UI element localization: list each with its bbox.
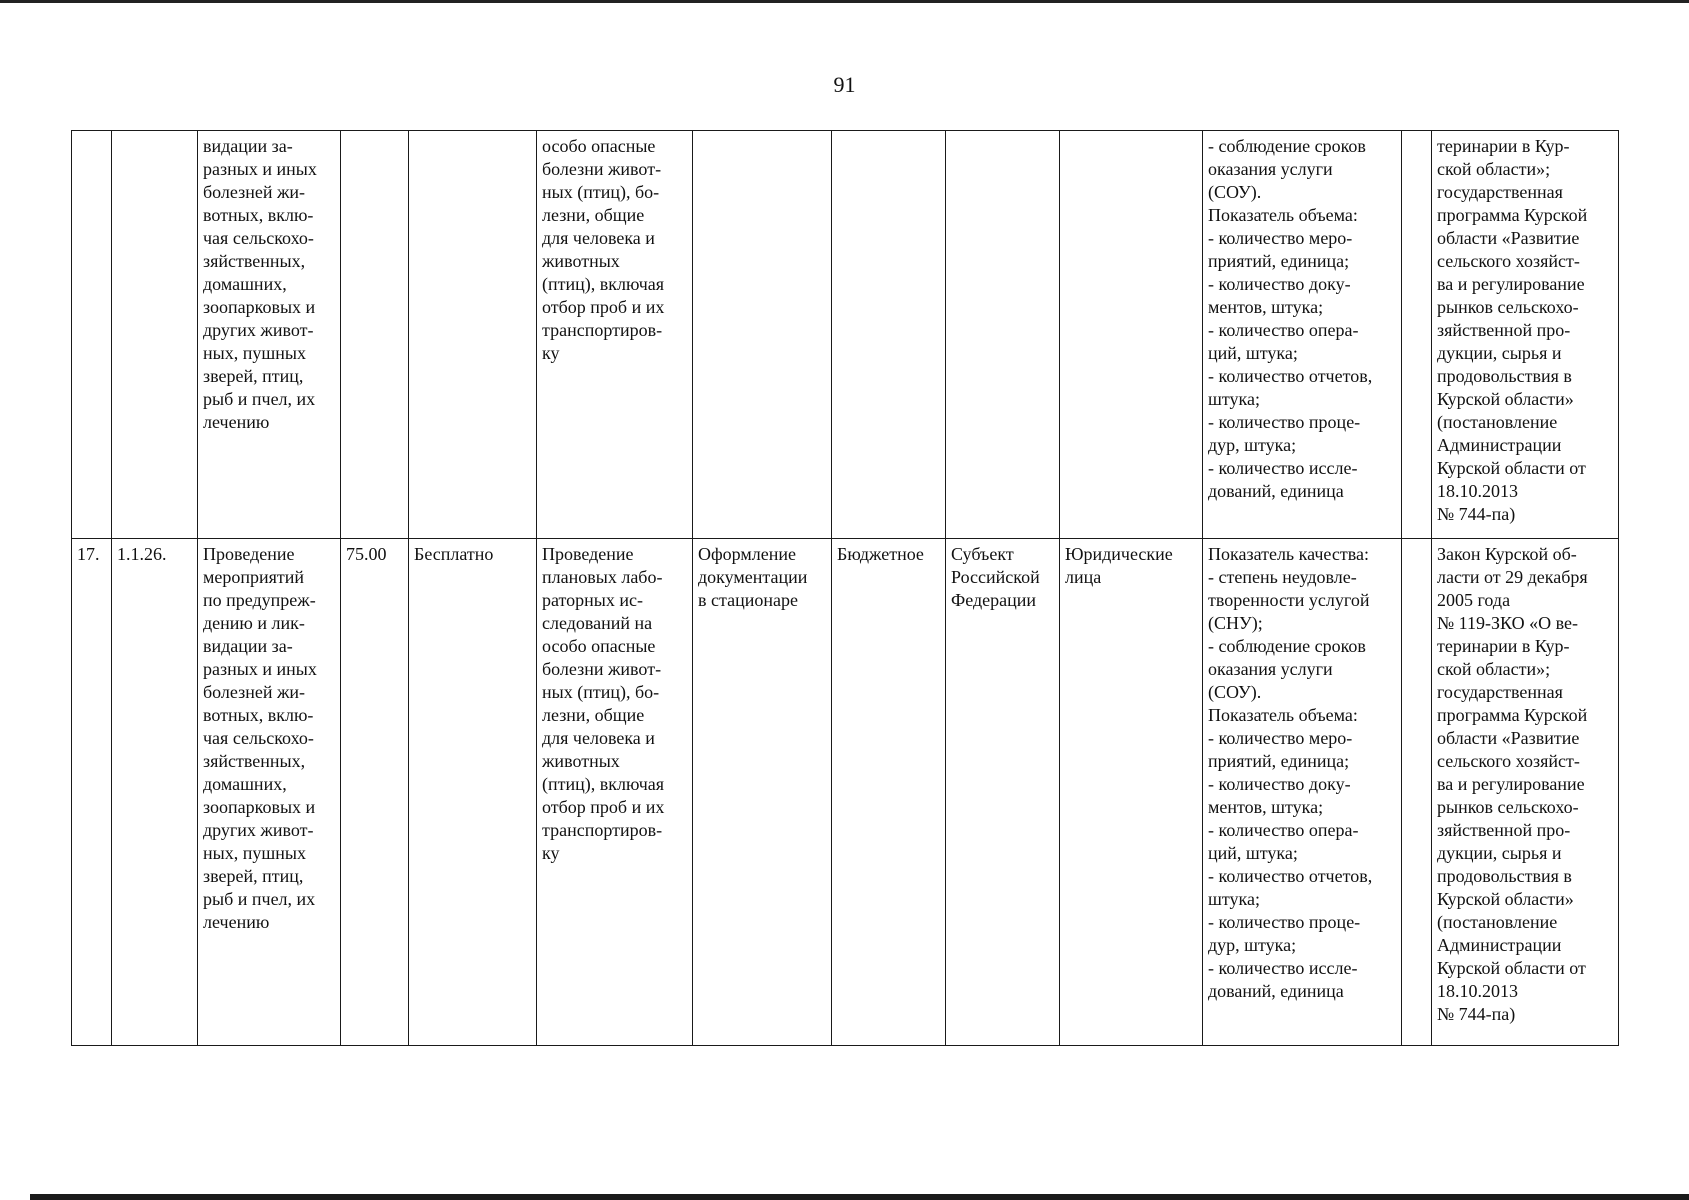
amount-cell <box>341 131 409 539</box>
recipients-cell: Юридические лица <box>1060 539 1203 1046</box>
institution-type-cell: Бюджетное <box>832 539 946 1046</box>
indicators-cell: Показатель качества: - степень неудовле- творенности услугой (СНУ); - соблюдение сроков оказания услуги (СОУ). Показатель объема: - количество меро- приятий, единица; - количество доку- ментов, штука; - количество опера- ций, штука; - количество отчетов, штука; - количество проце- дур, штука; - количество иссле- дований, единица <box>1203 539 1402 1046</box>
row-code-cell <box>112 131 198 539</box>
indicators-cell: - соблюдение сроков оказания услуги (СОУ). Показатель объема: - количество меро- приятий, единица; - количество доку- ментов, штука; - количество опера- ций, штука; - количество отчетов, штука; - количество проце- дур, штука; - количество иссле- дований, единица <box>1203 131 1402 539</box>
service-name-cell: Проведение мероприятий по предупреж- дению и лик- видации за- разных и иных болезней жи- вотных, вклю- чая сельскохо- зяйственных, домашних, зоопарковых и других живот- ных, пушных зверей, птиц, рыб и пчел, их лечению <box>198 539 341 1046</box>
level-cell: Субъект Российской Федерации <box>946 539 1060 1046</box>
recipients-cell <box>1060 131 1203 539</box>
amount-cell: 75.00 <box>341 539 409 1046</box>
page-bottom-edge <box>30 1194 1689 1200</box>
table-row <box>72 539 1619 1046</box>
service-content-cell: Проведение плановых лабо- раторных ис- следований на особо опасные болезни живот- ных (птиц), бо- лезни, общие для человека и животных (птиц), включая отбор проб и их транспортиров- ку <box>537 539 693 1046</box>
extra-cell <box>1402 539 1432 1046</box>
extra-cell <box>1402 131 1432 539</box>
table-row <box>72 131 1619 539</box>
services-register-table <box>71 130 1619 1046</box>
conditions-cell: Оформление документации в стационаре <box>693 539 832 1046</box>
legal-basis-cell: теринарии в Кур- ской области»; государственная программа Курской области «Развитие сельского хозяйст- ва и регулирование рынков сельскохо- зяйственной про- дукции, сырья и продовольствия в Курской области» (постановление Администрации Курской области от 18.10.2013 № 744-па) <box>1432 131 1619 539</box>
row-code-cell: 1.1.26. <box>112 539 198 1046</box>
page-number: 91 <box>833 72 856 97</box>
legal-basis-cell: Закон Курской об- ласти от 29 декабря 2005 года № 119-ЗКО «О ве- теринарии в Кур- ской области»; государственная программа Курской области «Развитие сельского хозяйст- ва и регулирование рынков сельскохо- зяйственной про- дукции, сырья и продовольствия в Курской области» (постановление Администрации Курской области от 18.10.2013 № 744-па) <box>1432 539 1619 1046</box>
payment-cell <box>409 131 537 539</box>
institution-type-cell <box>832 131 946 539</box>
service-content-cell: особо опасные болезни живот- ных (птиц), бо- лезни, общие для человека и животных (птиц), включая отбор проб и их транспортиров- ку <box>537 131 693 539</box>
payment-cell: Бесплатно <box>409 539 537 1046</box>
service-name-cell: видации за- разных и иных болезней жи- вотных, вклю- чая сельскохо- зяйственных, домашних, зоопарковых и других живот- ных, пушных зверей, птиц, рыб и пчел, их лечению <box>198 131 341 539</box>
row-number-cell: 17. <box>72 539 112 1046</box>
level-cell <box>946 131 1060 539</box>
conditions-cell <box>693 131 832 539</box>
row-number-cell <box>72 131 112 539</box>
page-top-edge <box>0 0 1689 3</box>
